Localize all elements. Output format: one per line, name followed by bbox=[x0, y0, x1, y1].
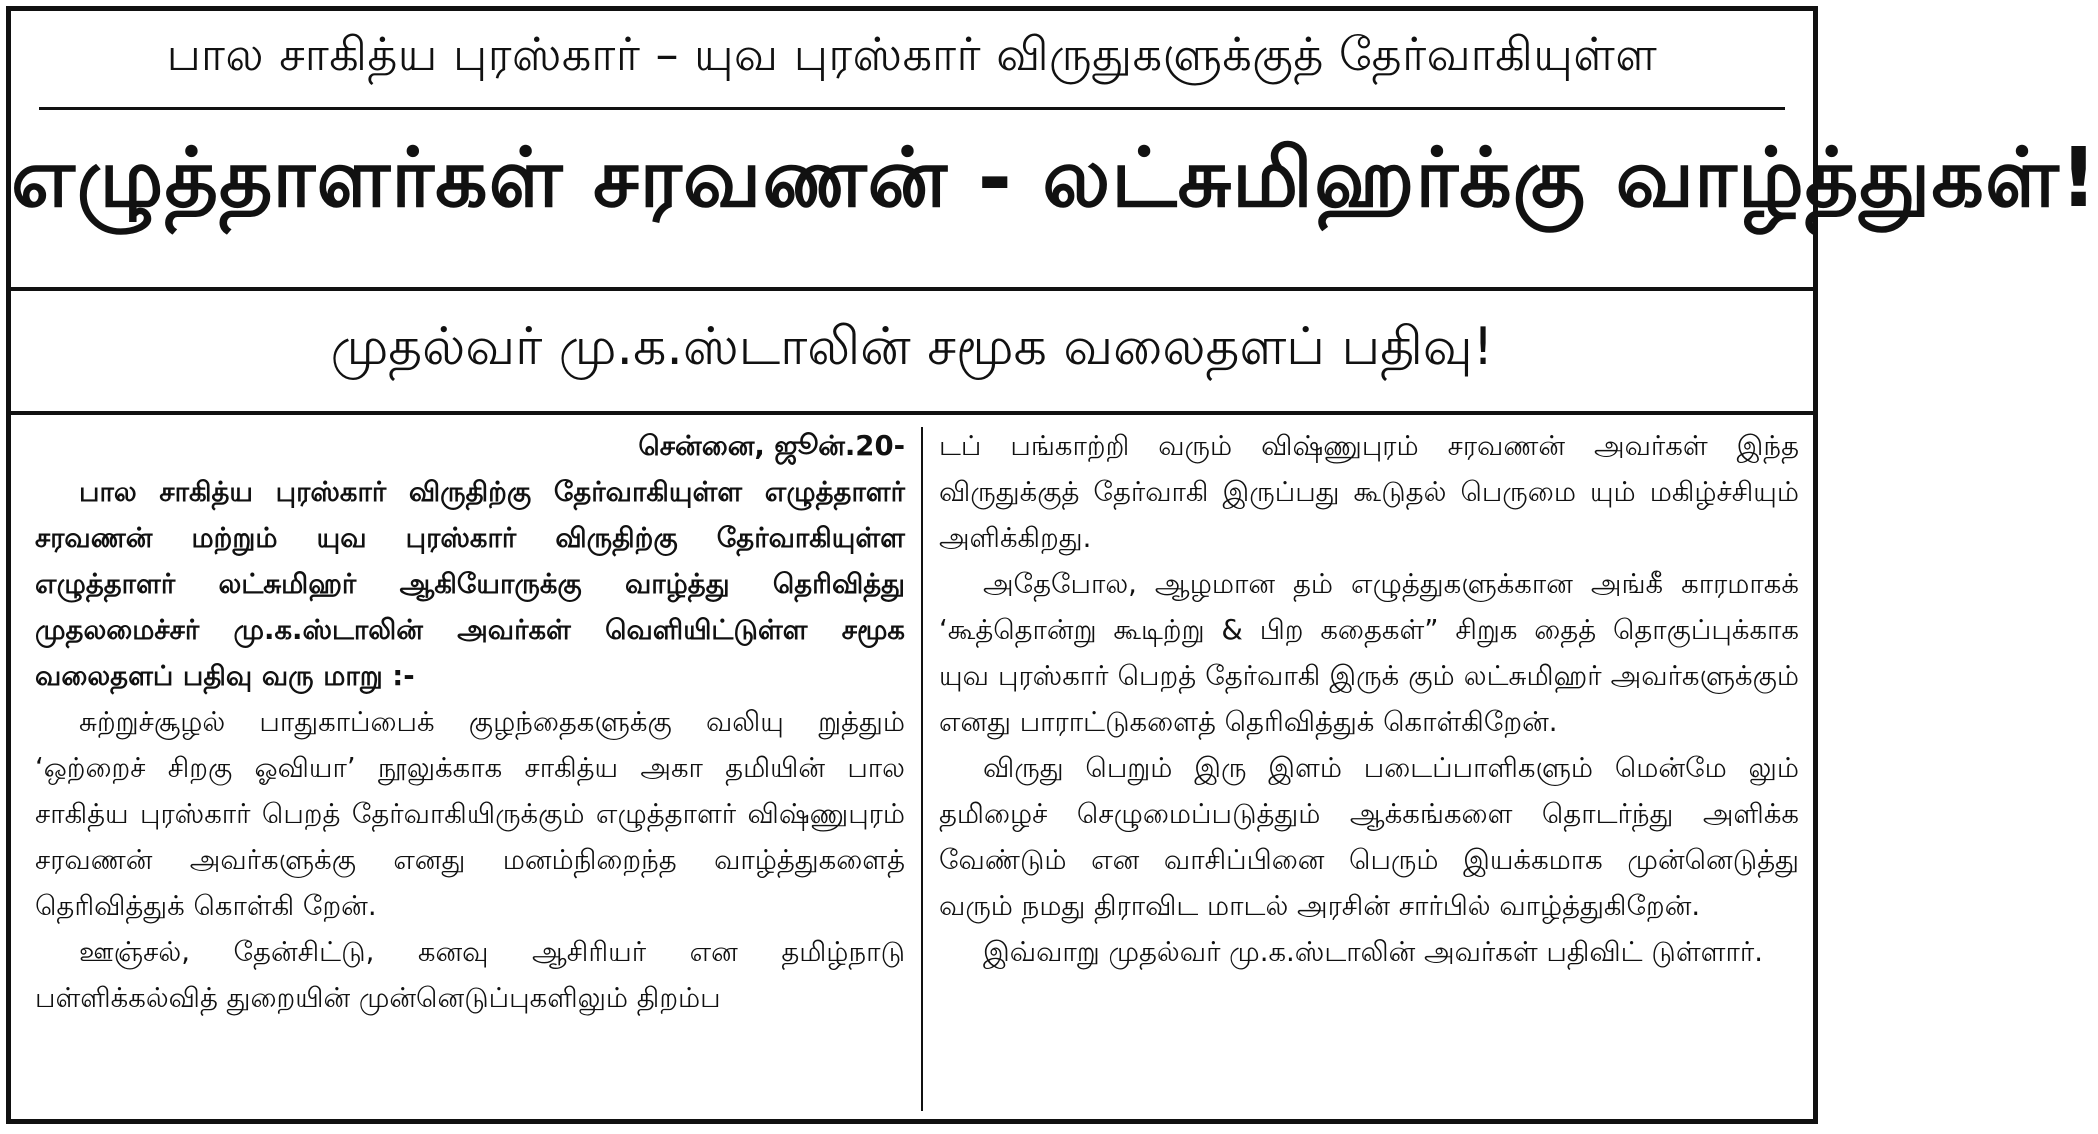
column-divider bbox=[921, 427, 923, 1111]
headline-block bbox=[11, 11, 2098, 291]
newspaper-clipping bbox=[6, 6, 2098, 1124]
article-paragraph: ஊஞ்சல், தேன்சிட்டு, கனவு ஆசிரியர் என தமிழ்நாடு பள்ளிக்கல்வித் துறையின் முன்னெடுப்புகளிலும் திறம்ப bbox=[35, 936, 905, 1014]
article-paragraph: இவ்வாறு முதல்வர் மு.க.ஸ்டாலின் அவர்கள் பதிவிட் டுள்ளார். bbox=[983, 936, 1763, 968]
kicker-line: பால சாகித்ய புரஸ்கார் – யுவ புரஸ்கார் விருதுகளுக்குத் தேர்வாகியுள்ள bbox=[166, 27, 1658, 81]
article-body bbox=[11, 415, 1813, 1119]
article-paragraph: டப் பங்காற்றி வரும் விஷ்ணுபுரம் சரவணன் அவர்கள் இந்த விருதுக்குத் தேர்வாகி இருப்பது கூடுதல் பெருமை யும் மகிழ்ச்சியும் அளிக்கிறது. bbox=[939, 430, 1799, 554]
subheadline: முதல்வர் மு.க.ஸ்டாலின் சமூக வலைதளப் பதிவு! bbox=[330, 317, 1494, 377]
article-paragraph: விருது பெறும் இரு இளம் படைப்பாளிகளும் மென்மே லும் தமிழைச் செழுமைப்படுத்தும் ஆக்கங்களை தொடர்ந்து அளிக்க வேண்டும் என வாசிப்பினை பெரும் இயக்கமாக முன்னெடுத்து வரும் நமது திராவிட மாடல் அரசின் சார்பில் வாழ்த்துகிறேன். bbox=[939, 752, 1799, 922]
article-paragraph: பால சாகித்ய புரஸ்கார் விருதிற்கு தேர்வாகியுள்ள எழுத்தாளர் சரவணன் மற்றும் யுவ புரஸ்கார் விருதிற்கு தேர்வாகியுள்ள எழுத்தாளர் லட்சுமிஹர் ஆகியோருக்கு வாழ்த்து தெரிவித்து முதலமைச்சர் மு.க.ஸ்டாலின் அவர்கள் வெளியிட்டுள்ள சமூக வலைதளப் பதிவு வரு மாறு :- bbox=[35, 476, 905, 692]
article-paragraph: சுற்றுச்சூழல் பாதுகாப்பைக் குழந்தைகளுக்கு வலியு றுத்தும் ‘ஒற்றைச் சிறகு ஓவியா’ நூலுக்காக சாகித்ய அகா தமியின் பால சாகித்ய புரஸ்கார் பெறத் தேர்வாகியிருக்கும் எழுத்தாளர் விஷ்ணுபுரம் சரவணன் அவர்களுக்கு எனது மனம்நிறைந்த வாழ்த்துகளைத் தெரிவித்துக் கொள்கி றேன். bbox=[35, 706, 905, 922]
dateline: சென்னை, ஜூன்.20- bbox=[638, 430, 905, 462]
article-column-right bbox=[939, 423, 1799, 1111]
headline-rule bbox=[39, 107, 1785, 110]
main-headline: எழுத்தாளர்கள் சரவணன் - லட்சுமிஹர்க்கு வாழ்த்துகள்! bbox=[11, 131, 2098, 226]
article-column-left bbox=[35, 423, 905, 1111]
article-paragraph: அதேபோல, ஆழமான தம் எழுத்துகளுக்கான அங்கீ காரமாகக் ‘கூத்தொன்று கூடிற்று & பிற கதைகள்” சிறுக தைத் தொகுப்புக்காக யுவ புரஸ்கார் பெறத் தேர்வாகி இருக் கும் லட்சுமிஹர் அவர்களுக்கும் எனது பாராட்டுகளைத் தெரிவித்துக் கொள்கிறேன். bbox=[939, 568, 1799, 738]
subhead-block bbox=[11, 291, 1813, 415]
